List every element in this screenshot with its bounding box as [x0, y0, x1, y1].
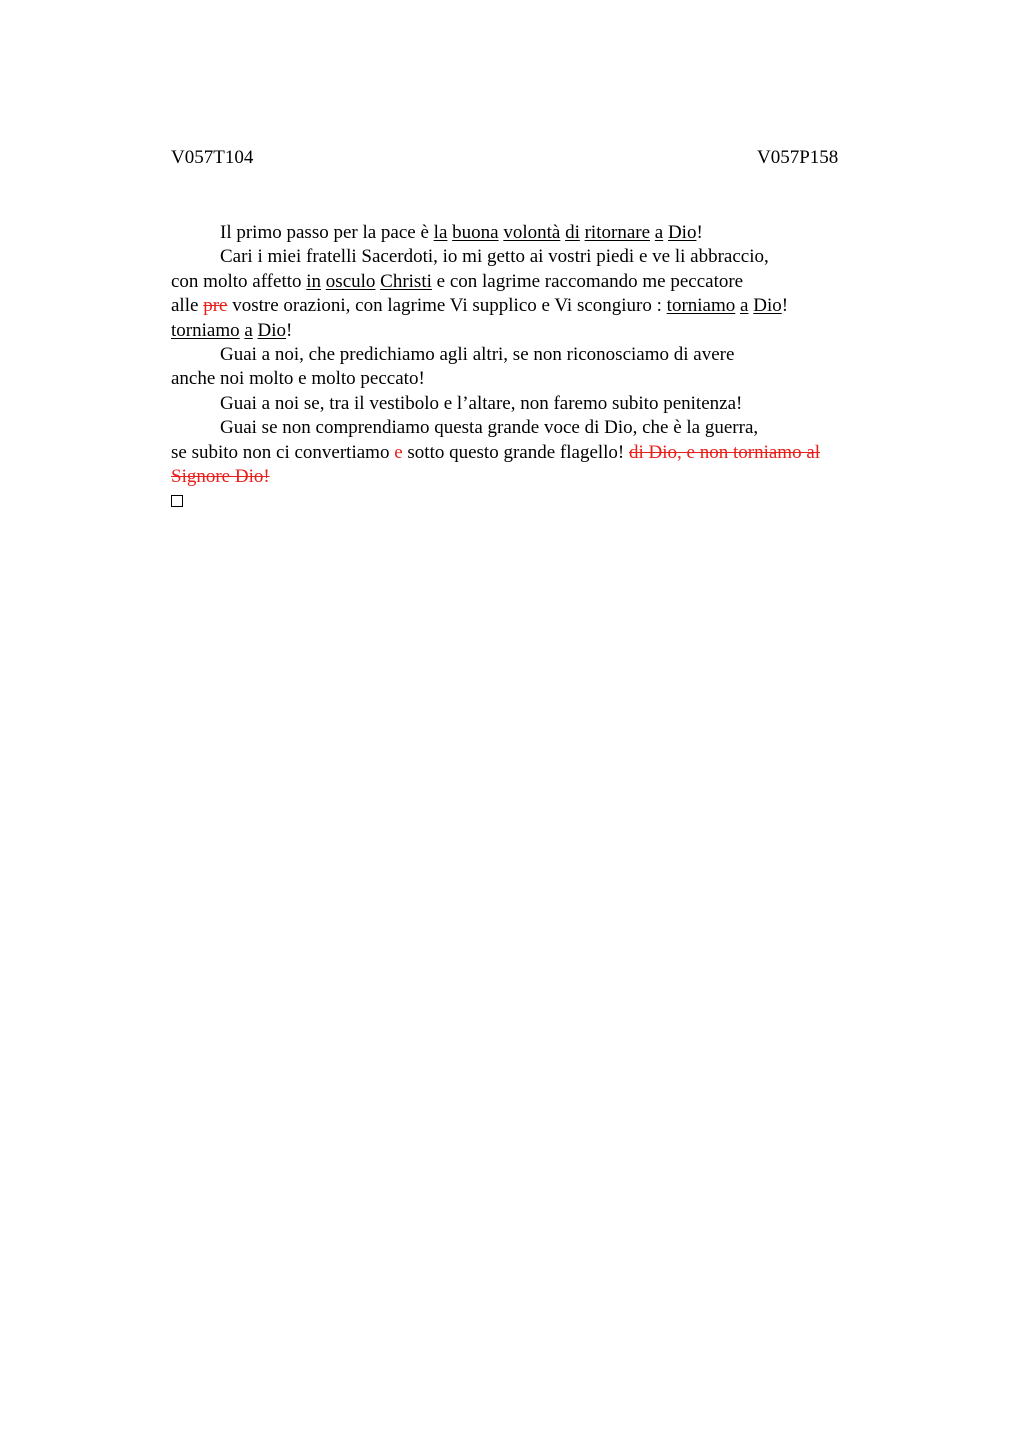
text-run: !	[286, 319, 293, 341]
paragraph-2-line-1: Cari i miei fratelli Sacerdoti, io mi getto ai vostri piedi e ve li abbraccio,	[220, 246, 769, 268]
text-run: !	[781, 295, 789, 317]
underlined-word: la	[433, 222, 448, 243]
paragraph-5-line-2	[171, 441, 891, 465]
text-run: e con lagrime raccomando me peccatore	[431, 270, 744, 292]
underlined-word: Dio	[753, 295, 782, 317]
inserted-text: e	[394, 441, 403, 463]
document-code-right: V057P158	[757, 147, 839, 168]
text-run: Il primo passo per la pace è	[220, 222, 434, 243]
text-run: alle	[171, 295, 204, 317]
end-mark-line	[171, 489, 891, 513]
text-run: sotto questo grande flagello!	[402, 441, 630, 463]
document-body	[171, 221, 891, 514]
text-run: con molto affetto	[171, 270, 307, 292]
underlined-word: a	[654, 222, 664, 243]
paragraph-4-line-1: Guai a noi se, tra il vestibolo e l’altare, non faremo subito penitenza!	[220, 392, 743, 414]
paragraph-2-line-4	[171, 319, 891, 343]
text-run: vostre orazioni, con lagrime Vi supplico e Vi scongiuro :	[227, 295, 667, 317]
paragraph-2-line-2	[171, 270, 891, 294]
paragraph-2-line-3	[171, 294, 891, 318]
underlined-word: Christi	[380, 270, 432, 292]
paragraph-5-line-3	[171, 465, 891, 489]
deleted-text: Signore Dio!	[171, 465, 270, 487]
underlined-word: osculo	[325, 270, 376, 292]
document-code-left: V057T104	[171, 147, 254, 168]
underlined-word: torniamo	[666, 295, 736, 317]
deleted-text: di Dio, e non torniamo al	[629, 441, 821, 463]
paragraph-5-line-1: Guai se non comprendiamo questa grande voce di Dio, che è la guerra,	[220, 417, 759, 439]
underlined-word: torniamo	[171, 319, 240, 341]
underlined-word: Dio	[667, 222, 697, 243]
underlined-word: di	[565, 222, 580, 243]
underlined-word: a	[740, 295, 749, 317]
deleted-text: pre	[203, 295, 228, 317]
underlined-word: in	[306, 270, 322, 292]
paragraph-1-line-1	[171, 221, 891, 245]
underlined-word: ritornare	[584, 222, 651, 243]
underlined-word: buona	[452, 222, 499, 243]
underlined-word: a	[244, 319, 253, 341]
text-run: se subito non ci convertiamo	[171, 441, 395, 463]
underlined-word: Dio	[257, 319, 287, 341]
paragraph-3-line-2: anche noi molto e molto peccato!	[171, 368, 425, 390]
underlined-word: volontà	[503, 222, 561, 243]
square-outline-icon	[171, 495, 183, 507]
text-run: !	[696, 222, 703, 243]
paragraph-3-line-1: Guai a noi, che predichiamo agli altri, se non riconosciamo di avere	[220, 343, 735, 365]
